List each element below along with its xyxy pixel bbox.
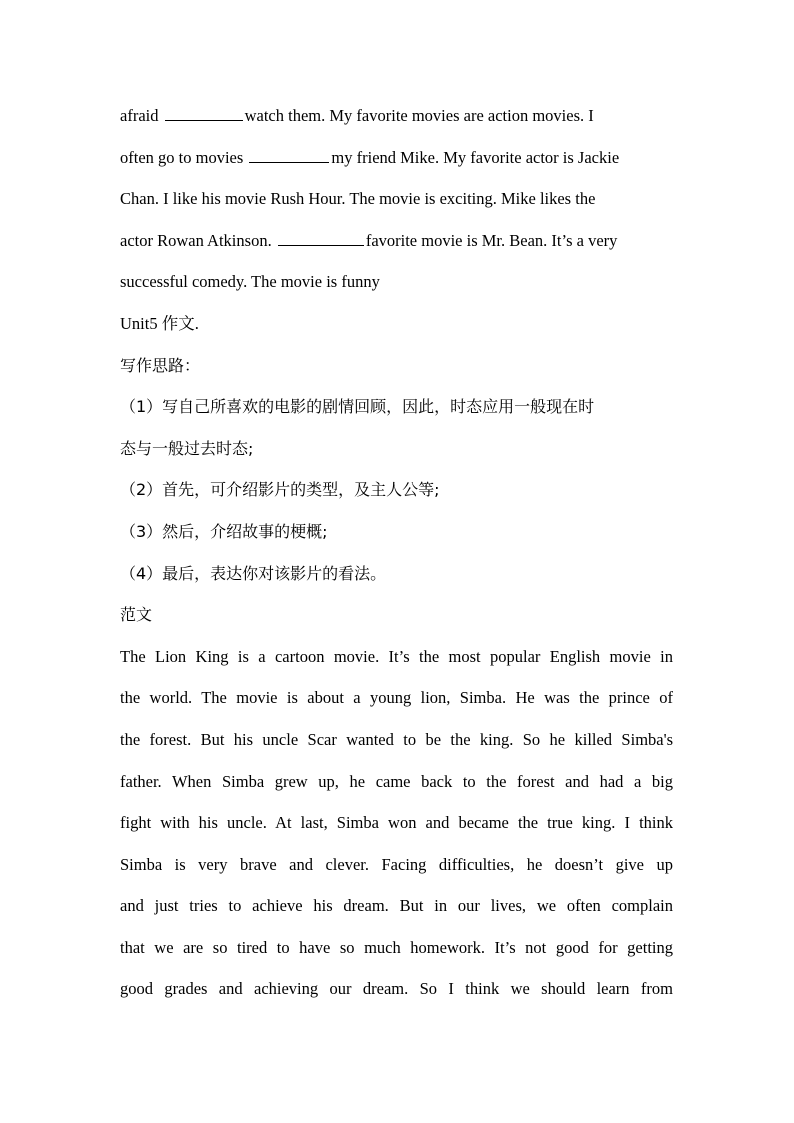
tip-line: （3）然后，介绍故事的梗概; bbox=[120, 521, 328, 541]
sample-line: Simba is very brave and clever. Facing difficulties, he doesn’t give up bbox=[120, 854, 673, 874]
tip-line: （4）最后，表达你对该影片的看法。 bbox=[120, 563, 387, 583]
unit-heading: Unit5 作文. bbox=[120, 313, 199, 333]
exercise-line-4 bbox=[120, 220, 673, 262]
tips-heading: 写作思路： bbox=[120, 355, 201, 375]
exercise-line-3: Chan. I like his movie Rush Hour. The movie is exciting. Mike likes the bbox=[120, 189, 596, 209]
fill-blank-2 bbox=[249, 161, 329, 163]
sample-line: the forest. But his uncle Scar wanted to be the king. So he killed Simba's bbox=[120, 729, 673, 749]
fill-blank-1 bbox=[165, 119, 243, 121]
sample-line: The Lion King is a cartoon movie. It’s the most popular English movie in bbox=[120, 646, 673, 666]
sample-line: that we are so tired to have so much homework. It’s not good for getting bbox=[120, 937, 673, 957]
exercise-line-1 bbox=[120, 95, 673, 137]
exercise-text: actor Rowan Atkinson. bbox=[120, 230, 272, 250]
document-page bbox=[120, 95, 673, 1010]
sample-heading: 范文 bbox=[120, 605, 153, 625]
exercise-text: often go to movies bbox=[120, 147, 244, 167]
exercise-text: afraid bbox=[120, 106, 159, 125]
fill-blank-3 bbox=[278, 244, 364, 246]
tip-line: （2）首先，可介绍影片的类型，及主人公等; bbox=[120, 480, 440, 500]
exercise-text: watch them. My favorite movies are action movies. I bbox=[244, 106, 594, 125]
exercise-text: my friend Mike. My favorite actor is Jackie bbox=[331, 147, 620, 167]
sample-line: fight with his uncle. At last, Simba won and became the true king. I think bbox=[120, 813, 673, 833]
tip-line: （1）写自己所喜欢的电影的剧情回顾，因此，时态应用一般现在时 bbox=[120, 397, 595, 417]
exercise-line-5: successful comedy. The movie is funny bbox=[120, 272, 380, 292]
sample-line: and just tries to achieve his dream. But in our lives, we often complain bbox=[120, 896, 673, 916]
exercise-line-2 bbox=[120, 137, 673, 179]
sample-line: good grades and achieving our dream. So I think we should learn from bbox=[120, 979, 673, 999]
exercise-text: favorite movie is Mr. Bean. It’s a very bbox=[365, 230, 618, 250]
sample-line: father. When Simba grew up, he came back to the forest and had a big bbox=[120, 771, 673, 791]
sample-line: the world. The movie is about a young lion, Simba. He was the prince of bbox=[120, 688, 673, 708]
tip-line: 态与一般过去时态; bbox=[120, 438, 254, 458]
